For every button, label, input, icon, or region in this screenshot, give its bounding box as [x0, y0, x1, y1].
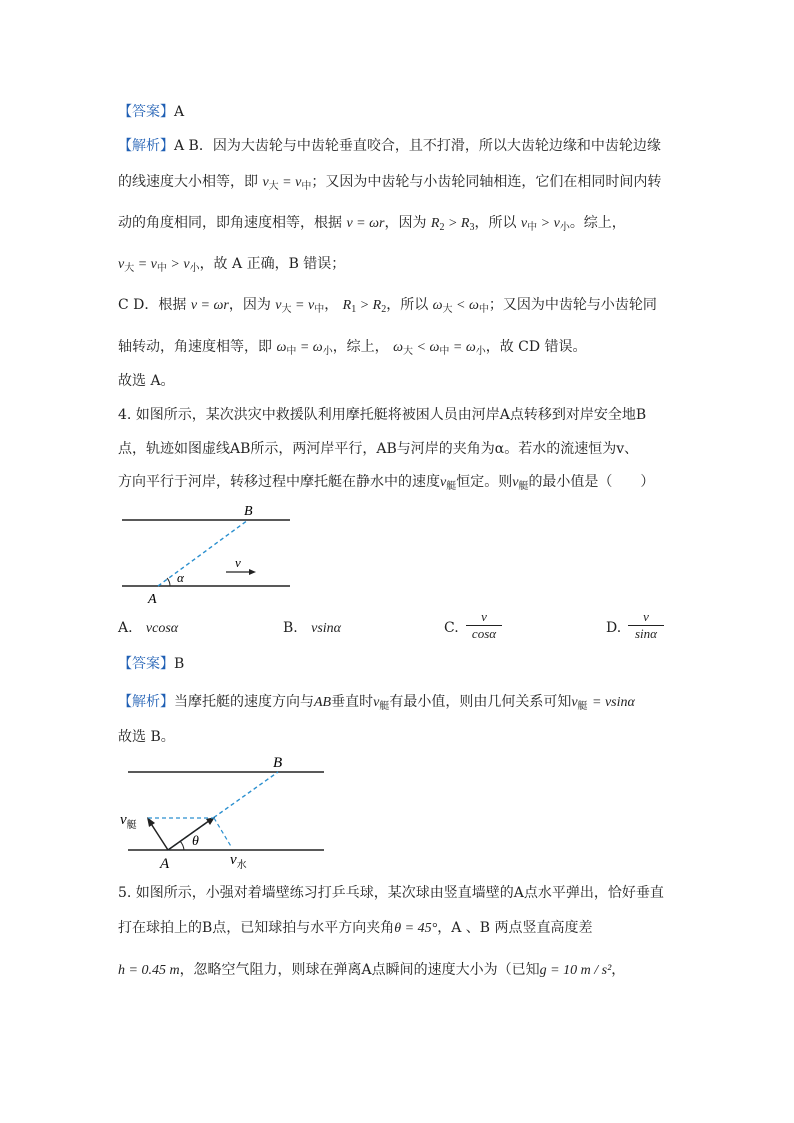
- formula-omega-chain: $\omega_大 < \omega_中 = \omega_小$: [393, 340, 486, 357]
- q5-stem-line-3: h = 0.45 m，忽略空气阻力，则球在弹离A点瞬间的速度大小为（已知g = 10 m / s²，: [118, 962, 626, 978]
- q4-stem-line-3: 方向平行于河岸，转移过程中摩托艇在静水中的速度$v_艇$恒定。则$v_艇$的最小值是（ ）: [118, 474, 655, 492]
- q4-stem-line-1: 4. 如图所示，某次洪灾中救援队利用摩托艇将被困人员由河岸A点转移到对岸安全地B: [118, 407, 647, 423]
- velocity-figure: [118, 752, 330, 874]
- analysis-tag: 【解析】: [118, 138, 174, 154]
- alpha-arc: [167, 578, 170, 586]
- q3-analysis-line-4: $v_大 = v_中 > v_小$，故 A 正确，B 错误；: [118, 256, 346, 274]
- formula-omega-big-lt-omega-mid: $\omega_大 < \omega_中$: [432, 298, 489, 315]
- label-alpha: α: [177, 570, 184, 585]
- formula-v-chain: $v_大 = v_中 > v_小$: [118, 257, 200, 274]
- dashed-vertical: [214, 818, 232, 848]
- q5-stem-line-1: 5. 如图所示，小强对着墙壁练习打乒乓球，某次球由竖直墙壁的A点水平弹出，恰好垂直: [118, 885, 664, 901]
- flow-arrowhead: [249, 569, 256, 575]
- theta-arc: [180, 841, 184, 850]
- option-c-label[interactable]: C.: [444, 620, 459, 636]
- path-ab: [158, 520, 248, 586]
- option-a[interactable]: A. vcosα: [118, 620, 179, 636]
- q3-answer: A: [174, 104, 185, 120]
- q4-conclusion: 故选 B。: [118, 729, 175, 745]
- q3-conclusion: 故选 A。: [118, 373, 175, 389]
- formula-v-omega-r: v = ωr: [346, 216, 385, 231]
- label-theta: θ: [192, 834, 199, 849]
- q3-analysis-line-3: 动的角度相同，即角速度相等，根据 v = ωr，因为 $R_2 > R_3$，所以 $v_中 > v_小$。综上，: [118, 215, 626, 233]
- label-v-water: $v_水$: [230, 852, 247, 871]
- label-b-2: B: [273, 755, 283, 771]
- q3-analysis-line-1: 【解析】A B．因为大齿轮与中齿轮垂直咬合，且不打滑，所以大齿轮边缘和中齿轮边缘: [118, 138, 661, 154]
- q3-analysis-line-5: C D．根据 v = ωr，因为 $v_大 = v_中$， $R_1 > R_2$，所以 $\omega_大 < \omega_中$；又因为中齿轮与小齿轮同: [118, 297, 657, 315]
- resultant-vector: [168, 818, 213, 850]
- formula-r2-gt-r3: $R_2 > R_3$: [430, 216, 475, 233]
- label-b: B: [244, 504, 253, 519]
- q5-stem-line-2: 打在球拍上的B点，已知球拍与水平方向夹角θ = 45°，A 、B 两点竖直高度差: [118, 920, 593, 936]
- option-d-label[interactable]: D.: [606, 620, 622, 636]
- label-a: A: [148, 592, 157, 607]
- q4-analysis-line: 【解析】当摩托艇的速度方向与AB垂直时$v_艇$有最小值，则由几何关系可知$v_艇 = vsin\alpha$: [118, 694, 635, 712]
- label-a-2: A: [160, 856, 170, 872]
- q3-answer-line: [118, 102, 184, 122]
- option-d-fraction: v sinα: [628, 609, 664, 642]
- formula-r1-gt-r2: $R_1 > R_2$: [342, 298, 387, 315]
- label-v-boat: $v_艇$: [120, 812, 137, 831]
- q4-answer: B: [174, 656, 185, 672]
- q4-answer-line: 【答案】B: [118, 656, 185, 672]
- formula-v-big-eq-v-mid-2: $v_大 = v_中$: [275, 298, 325, 315]
- option-c-fraction: v cosα: [466, 609, 502, 642]
- formula-v-mid-gt-v-small: $v_中 > v_小$: [520, 216, 570, 233]
- formula-v-big-eq-v-mid: $v_大 = v_中$: [262, 175, 312, 192]
- formula-v-omega-r-2: v = ωr: [190, 298, 229, 313]
- formula-omega-mid-eq-small: $\omega_中 = \omega_小$: [276, 340, 333, 357]
- q3-analysis-line-6: 轴转动，角速度相等，即 $\omega_中 = \omega_小$，综上， $\omega_大 < \omega_中 = \omega_小$，故 CD 错误。: [118, 339, 587, 357]
- q4-stem-line-2: 点，轨迹如图虚线AB所示，两河岸平行，AB与河岸的夹角为α。若水的流速恒为v、: [118, 441, 639, 457]
- river-figure: [118, 500, 298, 610]
- answer-tag: 【答案】: [118, 104, 174, 120]
- q3-analysis-line-2: 的线速度大小相等，即 $v_大 = v_中$；又因为中齿轮与小齿轮同轴相连，它们在相同时间内转: [118, 174, 662, 192]
- label-v: v: [235, 555, 241, 570]
- option-b[interactable]: B. vsinα: [283, 620, 342, 636]
